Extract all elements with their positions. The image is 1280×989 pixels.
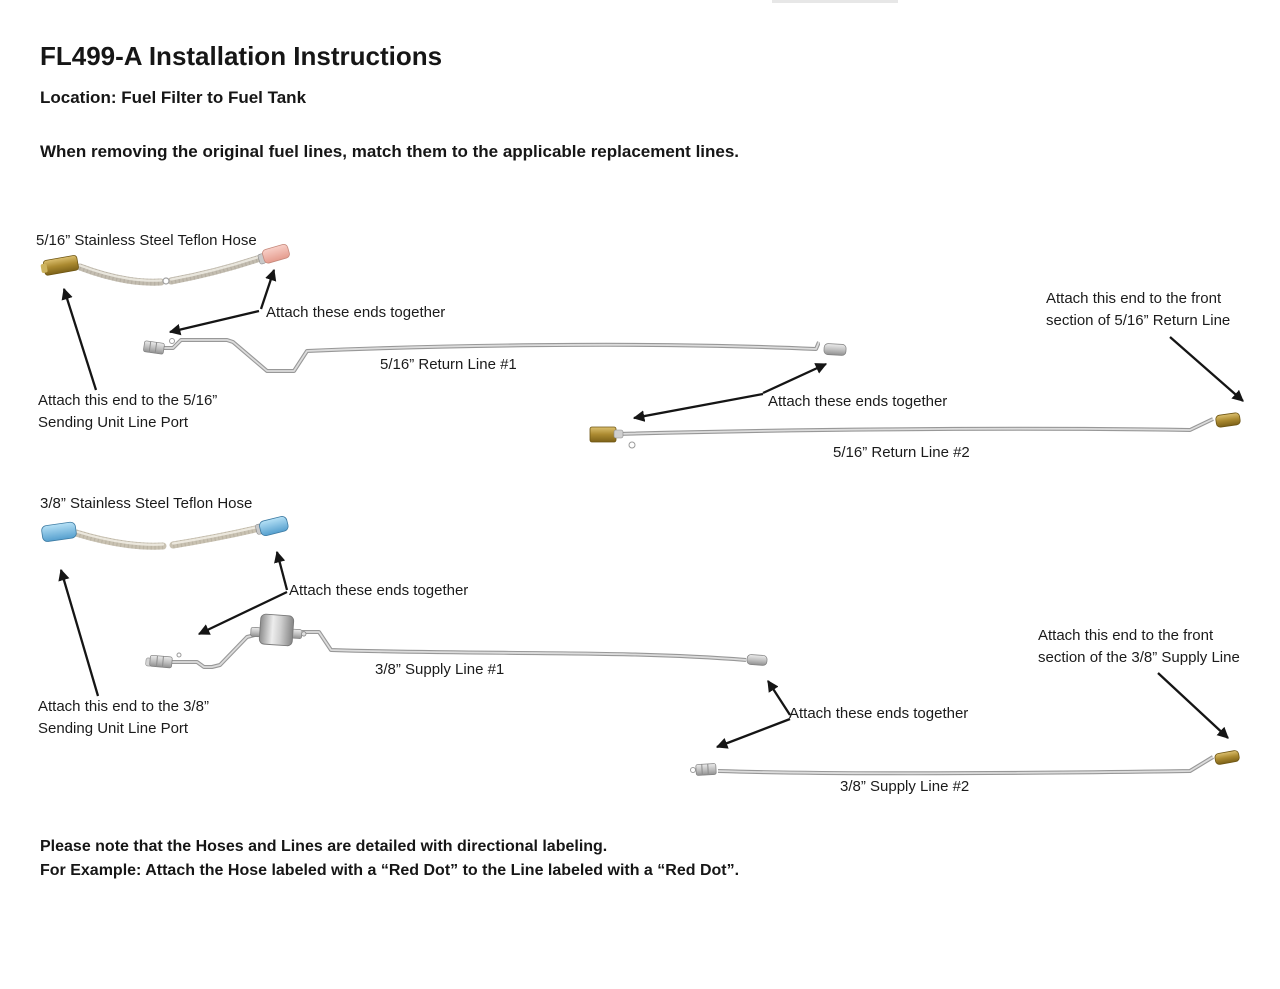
line-gap (820, 342, 824, 355)
brass-fitting-icon (1215, 412, 1240, 427)
pink-fitting-icon (257, 243, 291, 265)
sending-unit-note-line2: Sending Unit Line Port (38, 414, 189, 431)
line-end-fitting-icon (146, 655, 173, 668)
attach-ends-note: Attach these ends together (768, 393, 948, 410)
arrow-line2-left-end (634, 394, 763, 418)
fuel-filter-icon (250, 613, 307, 647)
sending-unit-note-line2: Sending Unit Line Port (38, 720, 189, 737)
attach-ends-note: Attach these ends together (289, 582, 469, 599)
line-end-fitting-icon (696, 763, 717, 775)
supply-hose-graphic (41, 515, 289, 546)
arrow-supply2-left-end (717, 719, 790, 747)
fitting-ring (629, 442, 635, 448)
front-section-note-line1: Attach this end to the front (1038, 627, 1214, 644)
arrow-hose2-right-end (277, 552, 287, 590)
arrow-line2-right-end (1170, 337, 1243, 401)
instruction-statement: When removing the original fuel lines, match them to the applicable replacement lines. (40, 142, 740, 161)
page-title: FL499-A Installation Instructions (40, 41, 443, 71)
arrow-supply2-right-end (1158, 673, 1228, 738)
brass-fitting-icon (40, 255, 79, 276)
arrow-line1-left-end (170, 311, 259, 332)
directional-labeling-note-line1: Please note that the Hoses and Lines are detailed with directional labeling. (40, 838, 608, 855)
sending-unit-note (38, 696, 209, 740)
front-section-note-line2: section of the 3/8” Supply Line (1038, 649, 1240, 666)
arrow-supply1-right-end (768, 681, 790, 715)
front-section-note (1046, 288, 1230, 332)
return-line-1-label: 5/16” Return Line #1 (380, 356, 517, 373)
sending-unit-note-line1: Attach this end to the 3/8” (38, 698, 209, 715)
supply-hose-label: 3/8” Stainless Steel Teflon Hose (40, 495, 253, 512)
line-end-fitting-icon (747, 654, 768, 665)
arrow-hose1-left-end (64, 289, 96, 390)
fitting-ring (691, 768, 696, 773)
sending-unit-note (38, 390, 217, 434)
directional-labeling-note (40, 835, 739, 883)
return-hose-label: 5/16” Stainless Steel Teflon Hose (36, 232, 257, 249)
supply-line-1-label: 3/8” Supply Line #1 (375, 661, 505, 678)
attach-ends-note: Attach these ends together (789, 705, 969, 722)
supply-line-2-graphic (691, 750, 1240, 776)
line-end-fitting-icon (824, 343, 847, 355)
arrow-hose2-left-end (61, 570, 98, 696)
front-section-note (1038, 625, 1240, 669)
blue-fitting-icon (41, 522, 77, 543)
sending-unit-note-line1: Attach this end to the 5/16” (38, 392, 218, 409)
blue-fitting-icon (255, 515, 290, 537)
front-section-note-line2: section of 5/16” Return Line (1046, 312, 1231, 329)
brass-fitting-icon (590, 427, 623, 442)
supply-line-2-label: 3/8” Supply Line #2 (840, 778, 970, 795)
attach-ends-note: Attach these ends together (266, 304, 446, 321)
hose-joint-ring (163, 278, 169, 284)
location-line: Location: Fuel Filter to Fuel Tank (40, 88, 307, 107)
line-end-fitting-icon (143, 341, 164, 355)
arrow-line1-right-end (763, 364, 826, 393)
return-line-2-label: 5/16” Return Line #2 (833, 444, 970, 461)
directional-labeling-note-line2: For Example: Attach the Hose labeled with a “Red Dot” to the Line labeled with a “Red Dot”. (40, 862, 740, 879)
fitting-ring (177, 653, 181, 657)
line-end-fitting-icon (1214, 750, 1240, 765)
fitting-ring (170, 339, 175, 344)
front-section-note-line1: Attach this end to the front (1046, 290, 1222, 307)
